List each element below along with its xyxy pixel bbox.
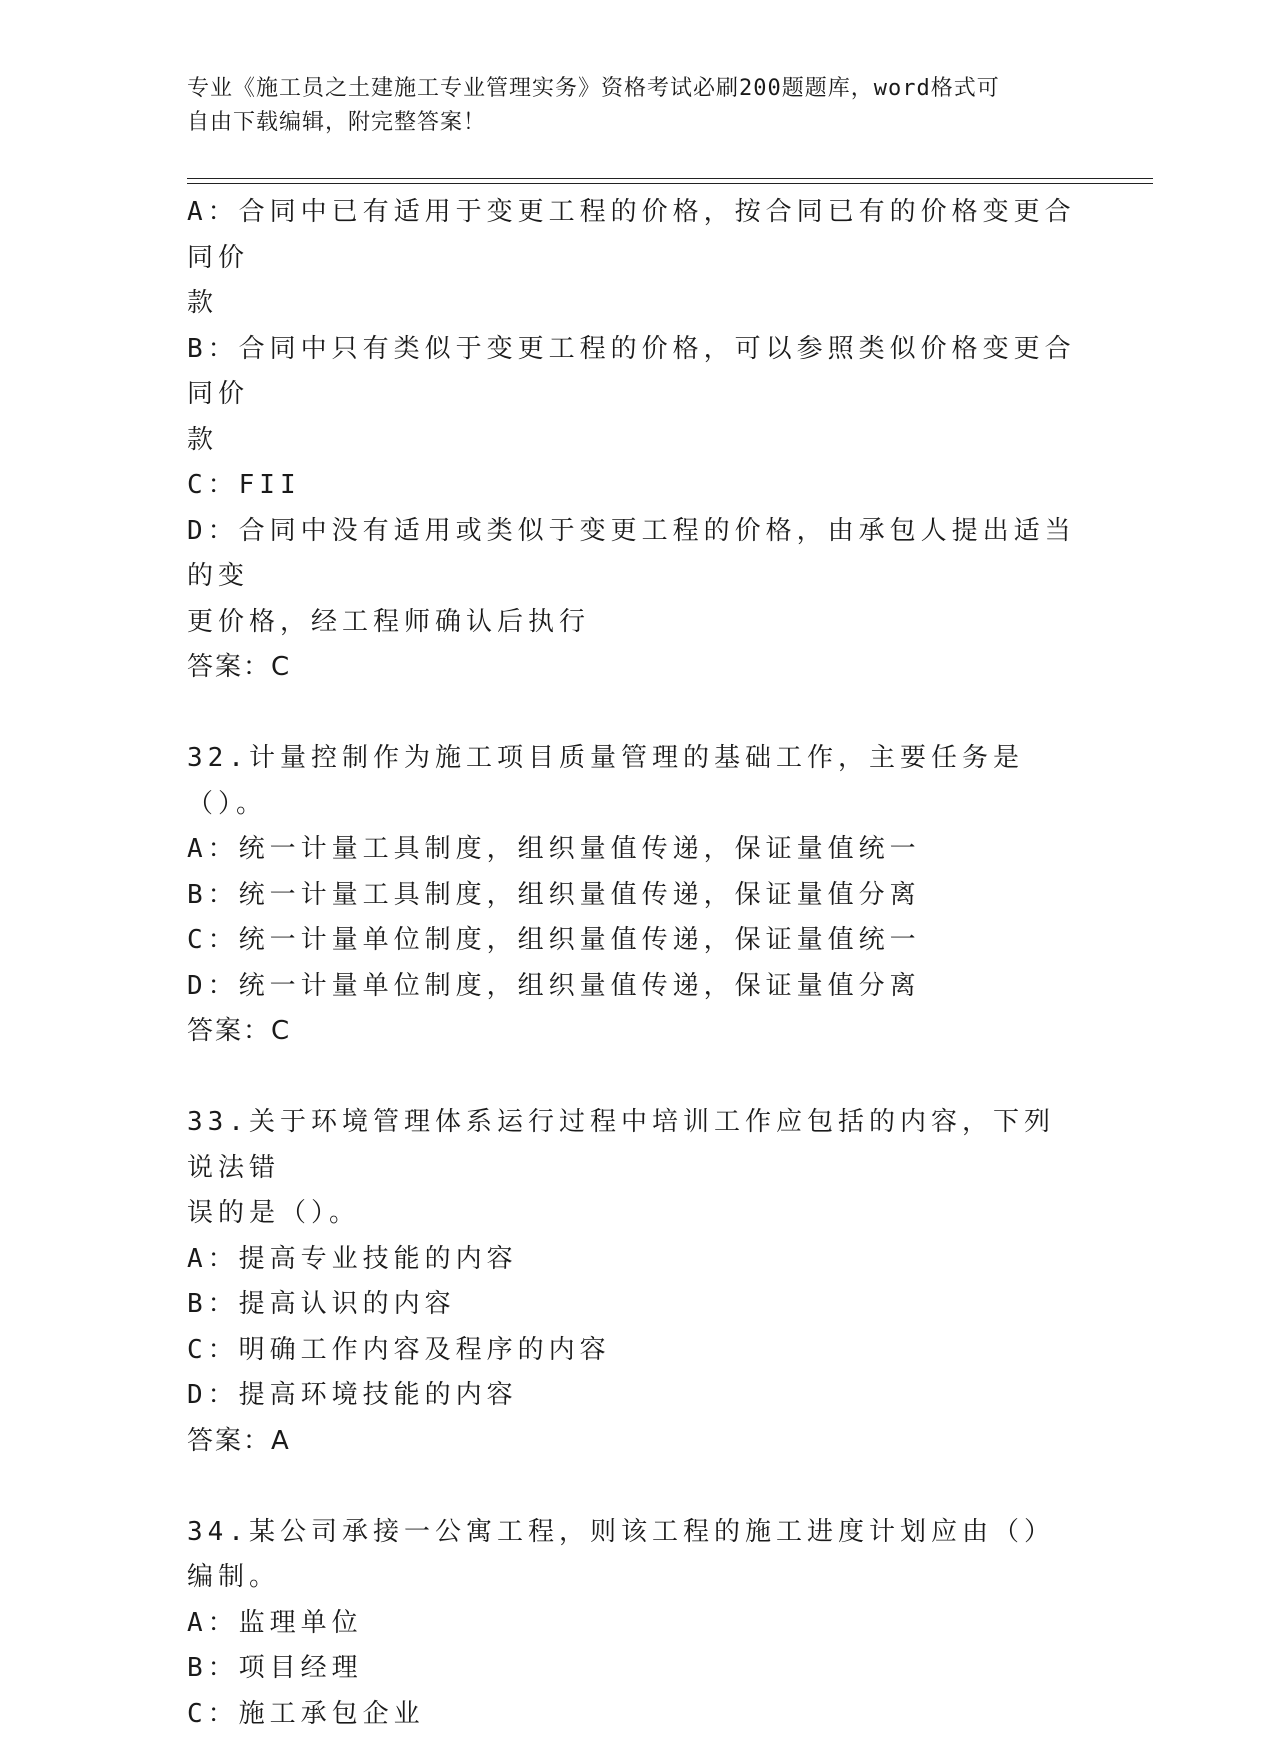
spacer	[187, 1055, 1077, 1101]
answer-line: 答案：C	[187, 645, 1077, 691]
option-b: B：统一计量工具制度，组织量值传递，保证量值分离	[187, 873, 1077, 919]
option-c: C：FII	[187, 463, 1077, 509]
question-content	[187, 190, 1077, 1737]
document-header	[187, 72, 1067, 140]
question-stem-line-1: 33.关于环境管理体系运行过程中培训工作应包括的内容，下列说法错	[187, 1100, 1077, 1191]
spacer	[187, 1464, 1077, 1510]
answer-line: 答案：A	[187, 1419, 1077, 1465]
question-31-block	[187, 190, 1077, 691]
option-d-line-2: 更价格，经工程师确认后执行	[187, 600, 1077, 646]
option-b: B：项目经理	[187, 1646, 1077, 1692]
option-a-line-2: 款	[187, 281, 1077, 327]
question-stem: 34.某公司承接一公寓工程，则该工程的施工进度计划应由（）编制。	[187, 1510, 1077, 1601]
option-b: B：提高认识的内容	[187, 1282, 1077, 1328]
header-divider-top	[187, 178, 1153, 179]
question-32-block	[187, 736, 1077, 1055]
option-a-line-1: A：合同中已有适用于变更工程的价格，按合同已有的价格变更合同价	[187, 190, 1077, 281]
spacer	[187, 691, 1077, 737]
header-line-2: 自由下载编辑，附完整答案！	[187, 106, 1067, 140]
question-stem-line-2: 误的是（）。	[187, 1191, 1077, 1237]
option-a: A：统一计量工具制度，组织量值传递，保证量值统一	[187, 827, 1077, 873]
question-33-block	[187, 1100, 1077, 1464]
option-a: A：提高专业技能的内容	[187, 1237, 1077, 1283]
option-b-line-2: 款	[187, 418, 1077, 464]
option-a: A：监理单位	[187, 1601, 1077, 1647]
option-d: D：提高环境技能的内容	[187, 1373, 1077, 1419]
header-line-1: 专业《施工员之土建施工专业管理实务》资格考试必刷200题题库，word格式可	[187, 72, 1067, 106]
question-stem: 32.计量控制作为施工项目质量管理的基础工作，主要任务是（）。	[187, 736, 1077, 827]
answer-line: 答案：C	[187, 1009, 1077, 1055]
question-34-block	[187, 1510, 1077, 1737]
option-d: D：统一计量单位制度，组织量值传递，保证量值分离	[187, 964, 1077, 1010]
option-c: C：统一计量单位制度，组织量值传递，保证量值统一	[187, 918, 1077, 964]
header-divider-bottom	[187, 183, 1153, 184]
option-c: C：施工承包企业	[187, 1692, 1077, 1737]
option-d-line-1: D：合同中没有适用或类似于变更工程的价格，由承包人提出适当的变	[187, 509, 1077, 600]
option-c: C：明确工作内容及程序的内容	[187, 1328, 1077, 1374]
option-b-line-1: B：合同中只有类似于变更工程的价格，可以参照类似价格变更合同价	[187, 327, 1077, 418]
